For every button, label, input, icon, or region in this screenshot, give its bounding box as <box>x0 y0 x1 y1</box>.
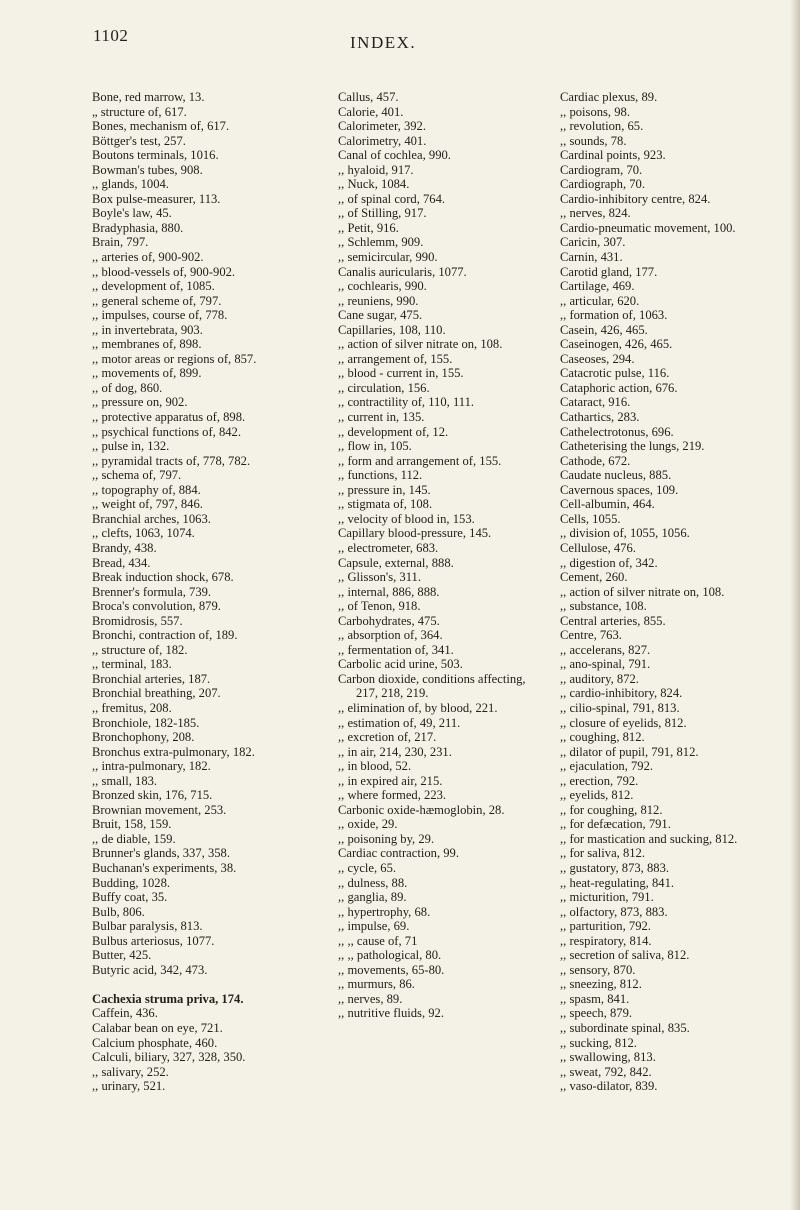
index-entry: ,, current in, 135. <box>338 410 425 425</box>
index-entry: Cachexia struma priva, 174. <box>92 991 244 1006</box>
index-entry: ,, of Tenon, 918. <box>338 599 421 614</box>
index-entry: ,, closure of eyelids, 812. <box>560 715 687 730</box>
index-entry: ,, weight of, 797, 846. <box>92 497 203 512</box>
index-entry: ,, nutritive fluids, 92. <box>338 1006 444 1021</box>
index-entry: ,, for mastication and sucking, 812. <box>560 831 738 846</box>
index-entry: ,, nerves, 824. <box>560 206 631 221</box>
index-entry: Cardio-pneumatic movement, 100. <box>560 220 736 235</box>
index-entry: Calculi, biliary, 327, 328, 350. <box>92 1050 246 1065</box>
index-entry: Bronchial arteries, 187. <box>92 671 211 686</box>
index-entry: Bromidrosis, 557. <box>92 613 183 628</box>
index-entry: ,, poisoning by, 29. <box>338 831 435 846</box>
index-entry: ,, secretion of saliva, 812. <box>560 948 690 963</box>
index-entry: ,, Glisson's, 311. <box>338 570 421 585</box>
index-entry: Brunner's glands, 337, 358. <box>92 846 230 861</box>
index-entry: ,, functions, 112. <box>338 468 423 483</box>
index-entry: ,, development of, 1085. <box>92 279 215 294</box>
index-entry: Branchial arches, 1063. <box>92 511 211 526</box>
index-entry: Break induction shock, 678. <box>92 570 234 585</box>
index-entry: Butter, 425. <box>92 948 152 963</box>
index-entry: ,, erection, 792. <box>560 773 639 788</box>
index-entry: Cataphoric action, 676. <box>560 380 678 395</box>
index-entry: Calcium phosphate, 460. <box>92 1035 218 1050</box>
index-entry: Bronchial breathing, 207. <box>92 686 221 701</box>
index-entry: ,, nerves, 89. <box>338 991 403 1006</box>
index-entry: ,, movements of, 899. <box>92 366 202 381</box>
index-entry: ,, ,, pathological, 80. <box>338 948 442 963</box>
index-entry: „ structure of, 617. <box>92 104 187 119</box>
index-entry: Carbonic oxide-hæmoglobin, 28. <box>338 802 505 817</box>
index-entry: ,, eyelids, 812. <box>560 788 634 803</box>
index-entry: ,, elimination of, by blood, 221. <box>338 700 498 715</box>
index-entry: ,, pyramidal tracts of, 778, 782. <box>92 453 251 468</box>
index-entry: Bone, red marrow, 13. <box>92 90 205 104</box>
index-entry: Boyle's law, 45. <box>92 206 172 221</box>
index-entry: ,, speech, 879. <box>560 1006 633 1021</box>
index-entry: ,, in invertebrata, 903. <box>92 322 203 337</box>
index-entry: Cathelectrotonus, 696. <box>560 424 674 439</box>
index-entry: ,, of Stilling, 917. <box>338 206 427 221</box>
index-entry: Carbon dioxide, conditions affecting, 217, 218, 219. <box>338 671 526 701</box>
index-entry: Catacrotic pulse, 116. <box>560 366 670 381</box>
index-entry: Capillary blood-pressure, 145. <box>338 526 492 541</box>
index-entry: ,, cardio-inhibitory, 824. <box>560 686 683 701</box>
index-entry: ,, of spinal cord, 764. <box>338 191 446 206</box>
index-entry: Centre, 763. <box>560 628 622 643</box>
index-entry: Bruit, 158, 159. <box>92 817 172 832</box>
index-entry: ,, impulses, course of, 778. <box>92 308 228 323</box>
index-entry: Bronchi, contraction of, 189. <box>92 628 238 643</box>
index-entry: ,, formation of, 1063. <box>560 308 668 323</box>
index-entry: Brenner's formula, 739. <box>92 584 212 599</box>
index-entry: ,, olfactory, 873, 883. <box>560 904 668 919</box>
index-entry: Cell-albumin, 464. <box>560 497 655 512</box>
index-entry: ,, in blood, 52. <box>338 759 412 774</box>
index-entry: ,, contractility of, 110, 111. <box>338 395 475 410</box>
index-entry: Cement, 260. <box>560 570 628 585</box>
index-entry: ,, motor areas or regions of, 857. <box>92 351 257 366</box>
index-entry: ,, Nuck, 1084. <box>338 177 410 192</box>
index-entry: ,, swallowing, 813. <box>560 1050 656 1065</box>
index-entry: ,, sucking, 812. <box>560 1035 637 1050</box>
index-entry: ,, of dog, 860. <box>92 380 163 395</box>
index-entry: ,, intra-pulmonary, 182. <box>92 759 211 774</box>
index-entry: ,, de diable, 159. <box>92 831 176 846</box>
index-entry: ,, topography of, 884. <box>92 482 201 497</box>
index-entry: Bronchiole, 182-185. <box>92 715 200 730</box>
index-entry: Caricin, 307. <box>560 235 626 250</box>
index-entry: Carotid gland, 177. <box>560 264 658 279</box>
index-entry: ,, Schlemm, 909. <box>338 235 424 250</box>
index-entry: ,, salivary, 252. <box>92 1064 169 1079</box>
index-entry: Cardiac plexus, 89. <box>560 90 658 104</box>
index-entry: Cane sugar, 475. <box>338 308 423 323</box>
index-entry: ,, sensory, 870. <box>560 962 636 977</box>
index-entry: ,, form and arrangement of, 155. <box>338 453 502 468</box>
index-entry: Capsule, external, 888. <box>338 555 454 570</box>
index-entry: ,, absorption of, 364. <box>338 628 443 643</box>
index-entry: Carbohydrates, 475. <box>338 613 440 628</box>
index-entry: ,, in air, 214, 230, 231. <box>338 744 452 759</box>
index-entry: Carnin, 431. <box>560 250 623 265</box>
index-entry: ,, structure of, 182. <box>92 642 188 657</box>
index-entry: ,, sounds, 78. <box>560 133 627 148</box>
index-entry: Bones, mechanism of, 617. <box>92 119 230 134</box>
index-entry: ,, dilator of pupil, 791, 812. <box>560 744 699 759</box>
index-entry: Carbolic acid urine, 503. <box>338 657 463 672</box>
index-entry: ,, vaso-dilator, 839. <box>560 1079 658 1094</box>
index-entry: ,, spasm, 841. <box>560 991 630 1006</box>
index-entry: ,, blood - current in, 155. <box>338 366 464 381</box>
index-entry: Bread, 434. <box>92 555 151 570</box>
index-entry: Bronchus extra-pulmonary, 182. <box>92 744 255 759</box>
index-entry: ,, heat-regulating, 841. <box>560 875 675 890</box>
index-entry: ,, poisons, 98. <box>560 104 630 119</box>
index-entry: Cardiac contraction, 99. <box>338 846 459 861</box>
index-entry: Bowman's tubes, 908. <box>92 162 203 177</box>
index-entry: ,, pressure on, 902. <box>92 395 188 410</box>
index-entry: ,, ejaculation, 792. <box>560 759 654 774</box>
index-entry: Calorie, 401. <box>338 104 404 119</box>
index-entry: Cartilage, 469. <box>560 279 635 294</box>
index-entry: ,, parturition, 792. <box>560 919 651 934</box>
index-entry: Cardiograph, 70. <box>560 177 645 192</box>
index-entry: Boutons terminals, 1016. <box>92 148 219 163</box>
index-entry: Brain, 797. <box>92 235 149 250</box>
index-entry: ,, Petit, 916. <box>338 220 399 235</box>
index-entry: ,, clefts, 1063, 1074. <box>92 526 195 541</box>
index-entry: Caseinogen, 426, 465. <box>560 337 673 352</box>
index-entry: Böttger's test, 257. <box>92 133 186 148</box>
index-entry: ,, action of silver nitrate on, 108. <box>338 337 503 352</box>
index-entry: ,, fermentation of, 341. <box>338 642 454 657</box>
index-entry: ,, reuniens, 990. <box>338 293 419 308</box>
index-entry: Cataract, 916. <box>560 395 631 410</box>
index-entry: ,, flow in, 105. <box>338 439 412 454</box>
index-entry: ,, sneezing, 812. <box>560 977 642 992</box>
page-title: INDEX. <box>350 33 417 52</box>
index-entry: ,, hyaloid, 917. <box>338 162 414 177</box>
index-entry: ,, velocity of blood in, 153. <box>338 511 475 526</box>
index-column-2 <box>338 90 543 1021</box>
index-entry: Cardiogram, 70. <box>560 162 643 177</box>
index-entry: Bronchophony, 208. <box>92 730 195 745</box>
index-entry: ,, fremitus, 208. <box>92 700 172 715</box>
index-entry: ,, excretion of, 217. <box>338 730 437 745</box>
index-entry <box>92 977 322 992</box>
index-entry: Casein, 426, 465. <box>560 322 648 337</box>
index-entry: Cathartics, 283. <box>560 410 640 425</box>
index-entry: ,, articular, 620. <box>560 293 640 308</box>
index-entry: Budding, 1028. <box>92 875 171 890</box>
index-entry: ,, division of, 1055, 1056. <box>560 526 690 541</box>
index-entry: ,, small, 183. <box>92 773 158 788</box>
index-entry: Caudate nucleus, 885. <box>560 468 672 483</box>
index-entry: ,, respiratory, 814. <box>560 933 652 948</box>
index-entry: Bulbus arteriosus, 1077. <box>92 933 215 948</box>
page-edge-shadow <box>790 0 800 1210</box>
index-entry: Caseoses, 294. <box>560 351 635 366</box>
index-entry: ,, auditory, 872. <box>560 671 639 686</box>
index-entry: Catheterising the lungs, 219. <box>560 439 705 454</box>
index-entry: Central arteries, 855. <box>560 613 666 628</box>
index-entry: ,, membranes of, 898. <box>92 337 202 352</box>
index-entry: ,, for coughing, 812. <box>560 802 663 817</box>
index-entry: ,, in expired air, 215. <box>338 773 443 788</box>
index-entry: ,, for saliva, 812. <box>560 846 645 861</box>
index-entry: ,, schema of, 797. <box>92 468 182 483</box>
index-entry: ,, psychical functions of, 842. <box>92 424 241 439</box>
index-entry: ,, pressure in, 145. <box>338 482 431 497</box>
index-entry: ,, ganglia, 89. <box>338 890 407 905</box>
index-entry: ,, sweat, 792, 842. <box>560 1064 652 1079</box>
index-entry: Butyric acid, 342, 473. <box>92 962 208 977</box>
index-entry: ,, murmurs, 86. <box>338 977 415 992</box>
index-entry: Bulb, 806. <box>92 904 145 919</box>
index-entry: ,, glands, 1004. <box>92 177 169 192</box>
index-entry: ,, protective apparatus of, 898. <box>92 410 246 425</box>
index-entry: Box pulse-measurer, 113. <box>92 191 221 206</box>
index-entry: ,, substance, 108. <box>560 599 647 614</box>
index-entry: ,, arrangement of, 155. <box>338 351 453 366</box>
index-entry: Cells, 1055. <box>560 511 621 526</box>
index-entry: Calorimeter, 392. <box>338 119 426 134</box>
index-entry: ,, blood-vessels of, 900-902. <box>92 264 236 279</box>
index-entry: ,, semicircular, 990. <box>338 250 438 265</box>
index-entry: ,, arteries of, 900-902. <box>92 250 204 265</box>
index-entry: Calabar bean on eye, 721. <box>92 1021 223 1035</box>
index-entry: Caffein, 436. <box>92 1006 158 1021</box>
index-entry: ,, dulness, 88. <box>338 875 408 890</box>
index-entry: ,, for defæcation, 791. <box>560 817 671 832</box>
index-entry: ,, accelerans, 827. <box>560 642 651 657</box>
index-entry: ,, subordinate spinal, 835. <box>560 1021 690 1035</box>
index-entry: Buchanan's experiments, 38. <box>92 860 237 875</box>
index-entry: ,, electrometer, 683. <box>338 540 439 555</box>
index-entry: ,, cilio-spinal, 791, 813. <box>560 700 680 715</box>
index-entry: ,, micturition, 791. <box>560 890 654 905</box>
index-column-3 <box>560 90 775 1094</box>
index-entry: Bulbar paralysis, 813. <box>92 919 203 934</box>
index-entry: Capillaries, 108, 110. <box>338 322 446 337</box>
index-entry: ,, pulse in, 132. <box>92 439 170 454</box>
index-entry: ,, stigmata of, 108. <box>338 497 433 512</box>
index-entry: ,, revolution, 65. <box>560 119 644 134</box>
index-entry: ,, ,, cause of, 71 <box>338 933 418 948</box>
index-entry: ,, development of, 12. <box>338 424 449 439</box>
index-entry: ,, oxide, 29. <box>338 817 398 832</box>
index-entry: Calorimetry, 401. <box>338 133 427 148</box>
index-entry: ,, terminal, 183. <box>92 657 172 672</box>
index-entry: Canalis auricularis, 1077. <box>338 264 467 279</box>
page-number: 1102 <box>93 26 129 45</box>
index-entry: ,, estimation of, 49, 211. <box>338 715 461 730</box>
index-entry: ,, cochlearis, 990. <box>338 279 427 294</box>
index-entry: Cardinal points, 923. <box>560 148 666 163</box>
index-entry: Cavernous spaces, 109. <box>560 482 679 497</box>
index-entry: Brandy, 438. <box>92 540 157 555</box>
index-entry: Canal of cochlea, 990. <box>338 148 451 163</box>
index-entry: Brownian movement, 253. <box>92 802 227 817</box>
index-entry: Bradyphasia, 880. <box>92 220 184 235</box>
index-entry: ,, urinary, 521. <box>92 1079 166 1094</box>
index-entry: ,, where formed, 223. <box>338 788 447 803</box>
index-entry: ,, coughing, 812. <box>560 730 645 745</box>
index-entry: ,, action of silver nitrate on, 108. <box>560 584 725 599</box>
index-entry: ,, impulse, 69. <box>338 919 410 934</box>
index-entry: ,, movements, 65-80. <box>338 962 445 977</box>
index-entry: Cathode, 672. <box>560 453 631 468</box>
index-entry: Cardio-inhibitory centre, 824. <box>560 191 711 206</box>
index-entry: Broca's convolution, 879. <box>92 599 221 614</box>
index-entry: Buffy coat, 35. <box>92 890 168 905</box>
index-column-1 <box>92 90 322 1094</box>
index-entry: ,, gustatory, 873, 883. <box>560 860 670 875</box>
index-entry: ,, circulation, 156. <box>338 380 430 395</box>
index-entry: ,, hypertrophy, 68. <box>338 904 431 919</box>
index-entry: ,, cycle, 65. <box>338 860 397 875</box>
index-entry: ,, internal, 886, 888. <box>338 584 440 599</box>
index-entry: ,, ano-spinal, 791. <box>560 657 651 672</box>
index-entry: ,, general scheme of, 797. <box>92 293 222 308</box>
index-entry: ,, digestion of, 342. <box>560 555 658 570</box>
index-entry: Bronzed skin, 176, 715. <box>92 788 213 803</box>
index-entry: Cellulose, 476. <box>560 540 636 555</box>
index-entry: Callus, 457. <box>338 90 399 104</box>
